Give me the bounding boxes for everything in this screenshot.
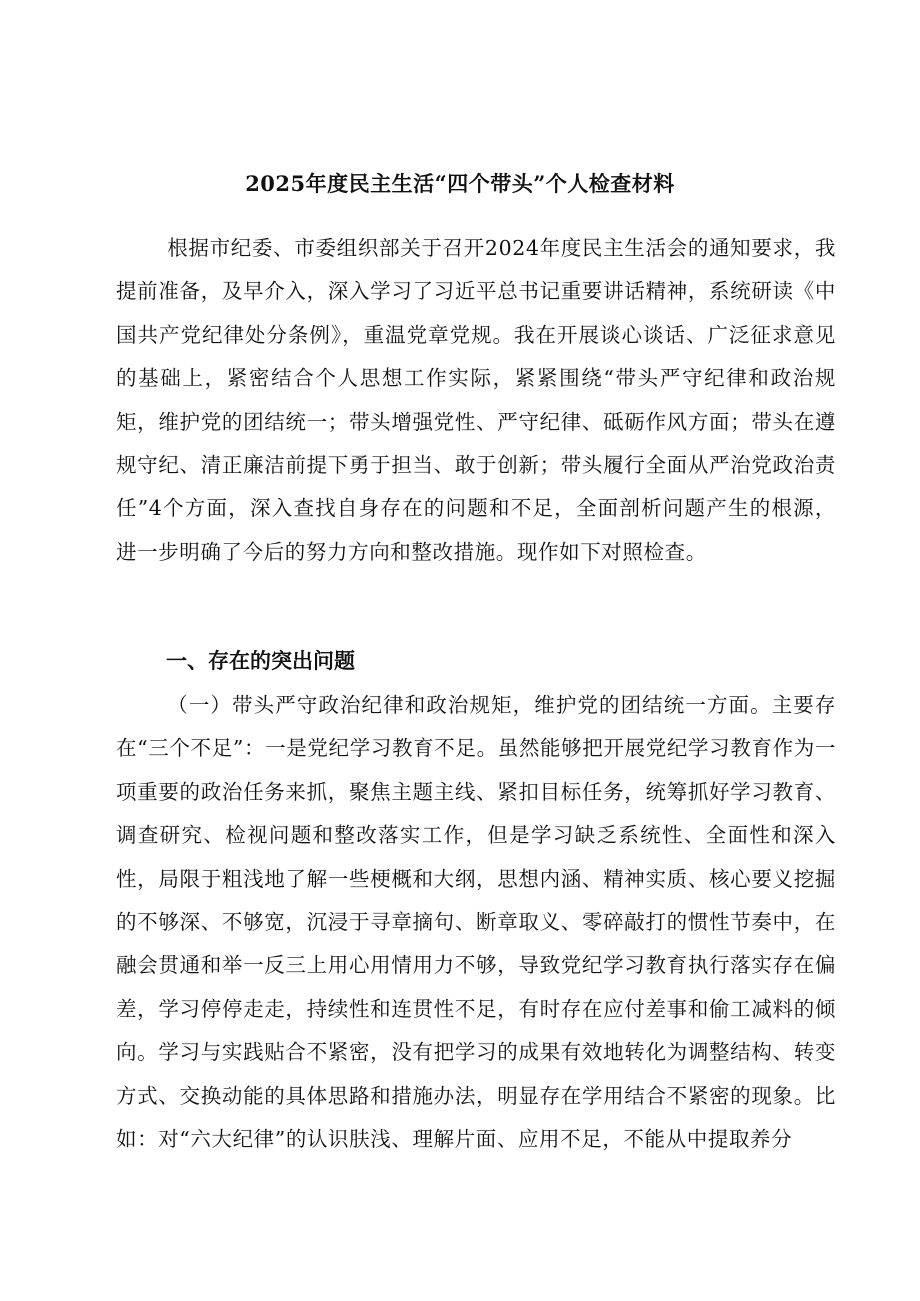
section-heading: 一、存在的突出问题: [166, 649, 355, 673]
document-title: 2025年度民主生活“四个带头”个人检查材料: [245, 171, 675, 196]
section-paragraph: （一）带头严守政治纪律和政治规矩，维护党的团结统一方面。主要存在“三个不足”：一是党纪学习教育不足。虽然能够把开展党纪学习教育作为一项重要的政治任务来抓，聚焦主题主线、紧扣目标任务，统筹抓好学习教育、调查研究、检视问题和整改落实工作，但是学习缺乏系统性、全面性和深入性，局限于粗浅地了解一些梗概和大纲，思想内涵、精神实质、核心要义挖掘的不够深、不够宽，沉浸于寻章摘句、断章取义、零碎敲打的惯性节奏中，在融会贯通和举一反三上用心用情用力不够，导致党纪学习教育执行落实存在偏差，学习停停走走，持续性和连贯性不足，有时存在应付差事和偷工减料的倾向。学习与实践贴合不紧密，没有把学习的成果有效地转化为调整结构、转变方式、交换动能的具体思路和措施办法，明显存在学用结合不紧密的现象。比如：对“六大纪律”的认识肤浅、理解片面、应用不足，不能从中提取养分: [116, 693, 836, 1152]
intro-paragraph: 根据市纪委、市委组织部关于召开2024年度民主生活会的通知要求，我提前准备，及早介入，深入学习了习近平总书记重要讲话精神，系统研读《中国共产党纪律处分条例》，重温党章党规。我在开展谈心谈话、广泛征求意见的基础上，紧密结合个人思想工作实际，紧紧围绕“带头严守纪律和政治规矩，维护党的团结统一；带头增强党性、严守纪律、砥砺作风方面；带头在遵规守纪、清正廉洁前提下勇于担当、敢于创新；带头履行全面从严治党政治责任”4个方面，深入查找自身存在的问题和不足，全面剖析问题产生的根源，进一步明确了今后的努力方向和整改措施。现作如下对照检查。: [116, 236, 836, 564]
